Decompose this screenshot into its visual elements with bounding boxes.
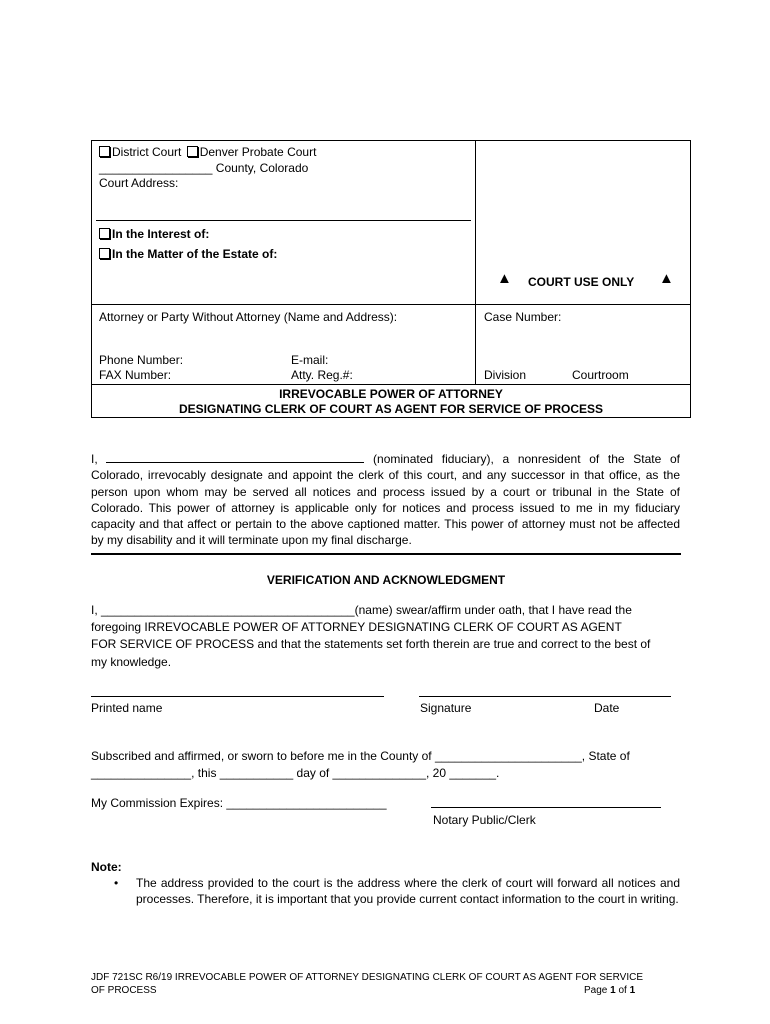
- signature-label: Signature: [420, 701, 472, 715]
- subscribed-line-2[interactable]: _______________, this ___________ day of ______________, 20 _______.: [91, 766, 500, 780]
- printed-name-label: Printed name: [91, 701, 163, 715]
- interest-label: In the Interest of:: [112, 227, 210, 241]
- email-label: E-mail:: [291, 353, 329, 367]
- intro-start: I,: [91, 452, 98, 466]
- fiduciary-name-field[interactable]: [106, 451, 364, 463]
- estate-row: [99, 247, 277, 261]
- triangle-right-icon: ▲: [659, 270, 674, 287]
- phone-label: Phone Number:: [99, 353, 184, 367]
- interest-checkbox[interactable]: [99, 228, 110, 239]
- district-court-checkbox[interactable]: [99, 146, 110, 157]
- footer-form-id-line-2: OF PROCESS: [91, 985, 157, 996]
- denver-probate-checkbox[interactable]: [187, 146, 198, 157]
- verification-heading: VERIFICATION AND ACKNOWLEDGMENT: [266, 573, 506, 587]
- atty-reg-label: Atty. Reg.#:: [291, 368, 353, 382]
- court-use-only-label: COURT USE ONLY: [528, 275, 635, 289]
- signature-line[interactable]: [419, 696, 671, 697]
- document-title-line-1: IRREVOCABLE POWER OF ATTORNEY: [279, 387, 503, 401]
- notary-label: Notary Public/Clerk: [433, 813, 536, 827]
- page-total: 1: [629, 985, 636, 996]
- box-right-border: [690, 140, 691, 418]
- verification-line-3: FOR SERVICE OF PROCESS and that the statements set forth therein are true and correct to the best of: [91, 637, 651, 651]
- box-row-divider-2: [91, 384, 691, 385]
- section-divider: [91, 553, 681, 555]
- subscribed-line-1[interactable]: Subscribed and affirmed, or sworn to before me in the County of ______________________, State of: [91, 749, 630, 763]
- note-text: The address provided to the court is the address where the clerk of court will forward all notices and processes. Therefore, it is important that you provide current contact information to the court in writing.: [136, 876, 680, 906]
- page-of: of: [615, 985, 630, 996]
- courtroom-label: Courtroom: [572, 368, 629, 382]
- court-address-underline: [96, 220, 471, 221]
- box-vertical-divider: [475, 140, 476, 385]
- note-heading: Note:: [91, 860, 122, 874]
- district-court-label: District Court: [112, 145, 182, 159]
- box-row-divider-1: [91, 304, 691, 305]
- estate-checkbox[interactable]: [99, 248, 110, 259]
- box-left-border: [91, 140, 92, 418]
- page-prefix: Page: [584, 985, 611, 996]
- box-bottom-border: [91, 417, 691, 418]
- county-line[interactable]: _________________ County, Colorado: [99, 161, 309, 175]
- notary-signature-line[interactable]: [431, 807, 661, 808]
- verification-line-1[interactable]: I, ______________________________________(name) swear/affirm under oath, that I have read the: [91, 603, 632, 617]
- page-current: 1: [610, 985, 616, 996]
- document-title-line-2: DESIGNATING CLERK OF COURT AS AGENT FOR SERVICE OF PROCESS: [178, 402, 604, 416]
- verification-line-2: foregoing IRREVOCABLE POWER OF ATTORNEY DESIGNATING CLERK OF COURT AS AGENT: [91, 620, 622, 634]
- designation-paragraph: [91, 451, 680, 549]
- date-label: Date: [594, 701, 620, 715]
- division-label: Division: [484, 368, 527, 382]
- triangle-left-icon: ▲: [497, 270, 512, 287]
- case-number-label: Case Number:: [484, 310, 562, 324]
- box-top-border: [91, 140, 691, 141]
- intro-rest: (nominated fiduciary), a nonresident of the State of Colorado, irrevocably designate and appoint the clerk of this court, and any successor in that office, as the person upon whom may be served all notices and process issued by a court or tribunal in the State of Colorado. This power of attorney is applicable only for notices and process issued to me in my fiduciary capacity and that affect or pertain to the above captioned matter. This power of attorney must not be affected by my disability and it will terminate upon my final discharge.: [91, 452, 680, 548]
- attorney-label: Attorney or Party Without Attorney (Name and Address):: [99, 310, 398, 324]
- verification-line-4: my knowledge.: [91, 655, 172, 669]
- footer-form-id-line-1: JDF 721SC R6/19 IRREVOCABLE POWER OF ATTORNEY DESIGNATING CLERK OF COURT AS AGENT FOR SERVICE: [91, 972, 643, 983]
- commission-expires[interactable]: My Commission Expires: ________________________: [91, 796, 387, 810]
- court-address-label: Court Address:: [99, 176, 179, 190]
- interest-row: [99, 227, 209, 241]
- estate-label: In the Matter of the Estate of:: [112, 247, 278, 261]
- denver-probate-label: Denver Probate Court: [199, 145, 317, 159]
- page-number: [584, 985, 635, 996]
- court-type-row: [99, 145, 316, 159]
- note-bullet: •: [114, 876, 119, 890]
- fax-label: FAX Number:: [99, 368, 172, 382]
- printed-name-line[interactable]: [91, 696, 384, 697]
